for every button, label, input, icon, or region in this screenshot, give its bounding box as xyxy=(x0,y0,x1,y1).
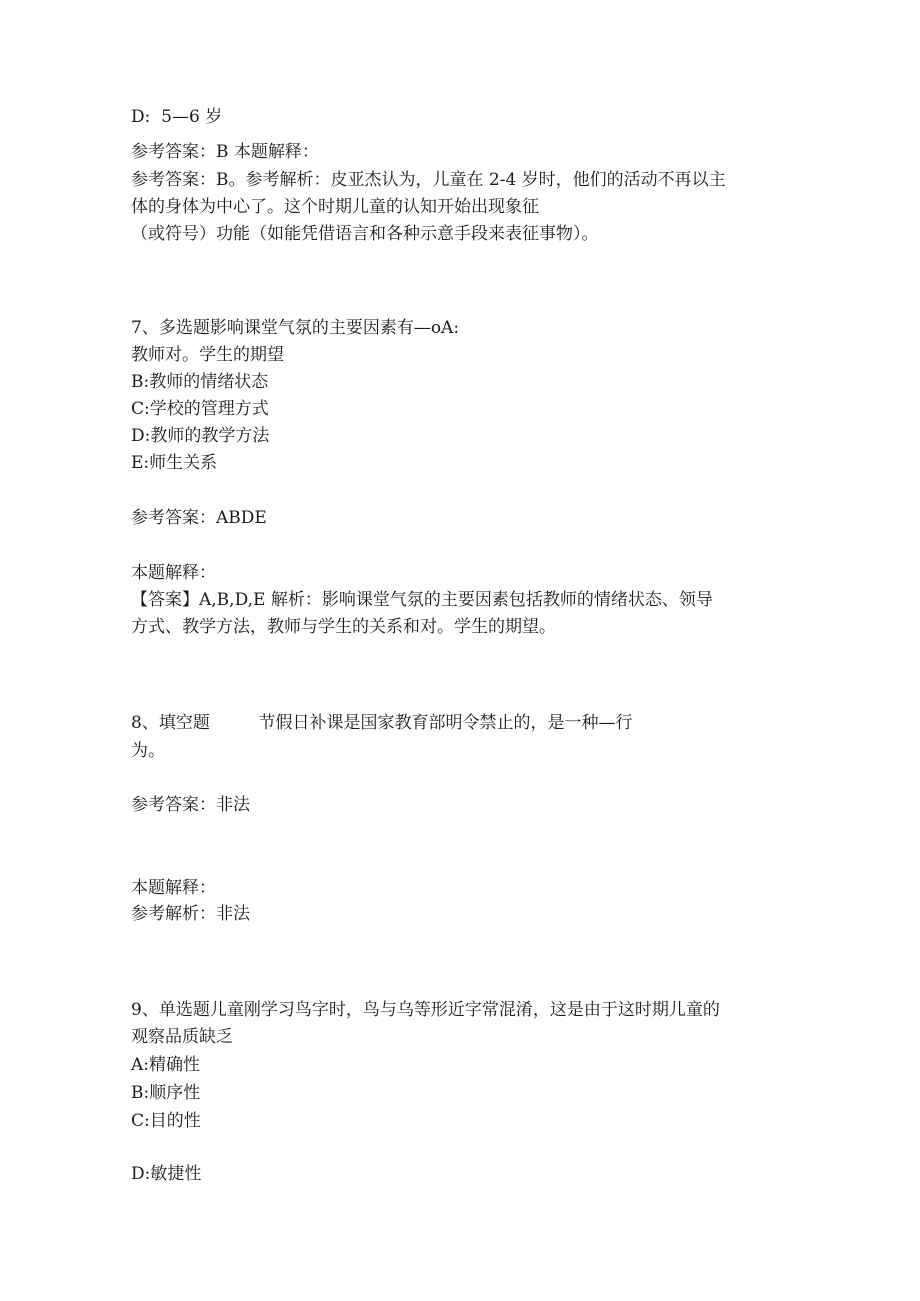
q6-explanation-line-3: （或符号）功能（如能凭借语言和各种示意手段来表征事物）。 xyxy=(131,224,599,244)
q9-option-c: C:目的性 xyxy=(131,1111,201,1131)
q8-explanation-line-1: 参考解析：非法 xyxy=(131,904,250,924)
q7-explanation-line-2: 方式、教学方法，教师与学生的关系和对。学生的期望。 xyxy=(131,617,556,637)
q8-answer: 参考答案：非法 xyxy=(131,795,250,815)
q9-title-line-2: 观察品质缺乏 xyxy=(131,1027,233,1047)
q7-option-a: 教师对。学生的期望 xyxy=(131,345,284,365)
q6-option-d: D: 5—6 岁 xyxy=(131,107,223,127)
q7-explanation-label: 本题解释： xyxy=(131,563,216,583)
q8-explanation-label: 本题解释： xyxy=(131,878,216,898)
q7-option-b: B:教师的情绪状态 xyxy=(131,372,269,392)
q6-explanation-line-2: 体的身体为中心了。这个时期儿童的认知开始出现象征 xyxy=(131,197,539,217)
q7-option-e: E:师生关系 xyxy=(131,453,218,473)
q8-title-line-2: 为。 xyxy=(131,741,165,761)
q7-explanation-line-1: 【答案】A,B,D,E 解析：影响课堂气氛的主要因素包括教师的情绪状态、领导 xyxy=(131,590,713,610)
q7-title: 7、多选题影响课堂气氛的主要因素有—oA: xyxy=(131,318,460,338)
q7-option-d: D:教师的教学方法 xyxy=(131,426,270,446)
q9-title-line-1: 9、单选题儿童刚学习鸟字时，鸟与乌等形近字常混淆，这是由于这时期儿童的 xyxy=(131,1000,720,1020)
q8-title-line-1: 8、填空题 节假日补课是国家教育部明令禁止的，是一种—行 xyxy=(131,713,633,733)
q6-answer-line: 参考答案：B 本题解释： xyxy=(131,142,319,162)
q9-option-b: B:顺序性 xyxy=(131,1083,201,1103)
q7-answer: 参考答案：ABDE xyxy=(131,508,267,528)
q9-option-a: A:精确性 xyxy=(131,1055,201,1075)
q6-explanation-line-1: 参考答案：B。参考解析：皮亚杰认为，儿童在 2-4 岁时，他们的活动不再以主 xyxy=(131,170,726,190)
q9-option-d: D:敏捷性 xyxy=(131,1164,202,1184)
q7-option-c: C:学校的管理方式 xyxy=(131,399,269,419)
